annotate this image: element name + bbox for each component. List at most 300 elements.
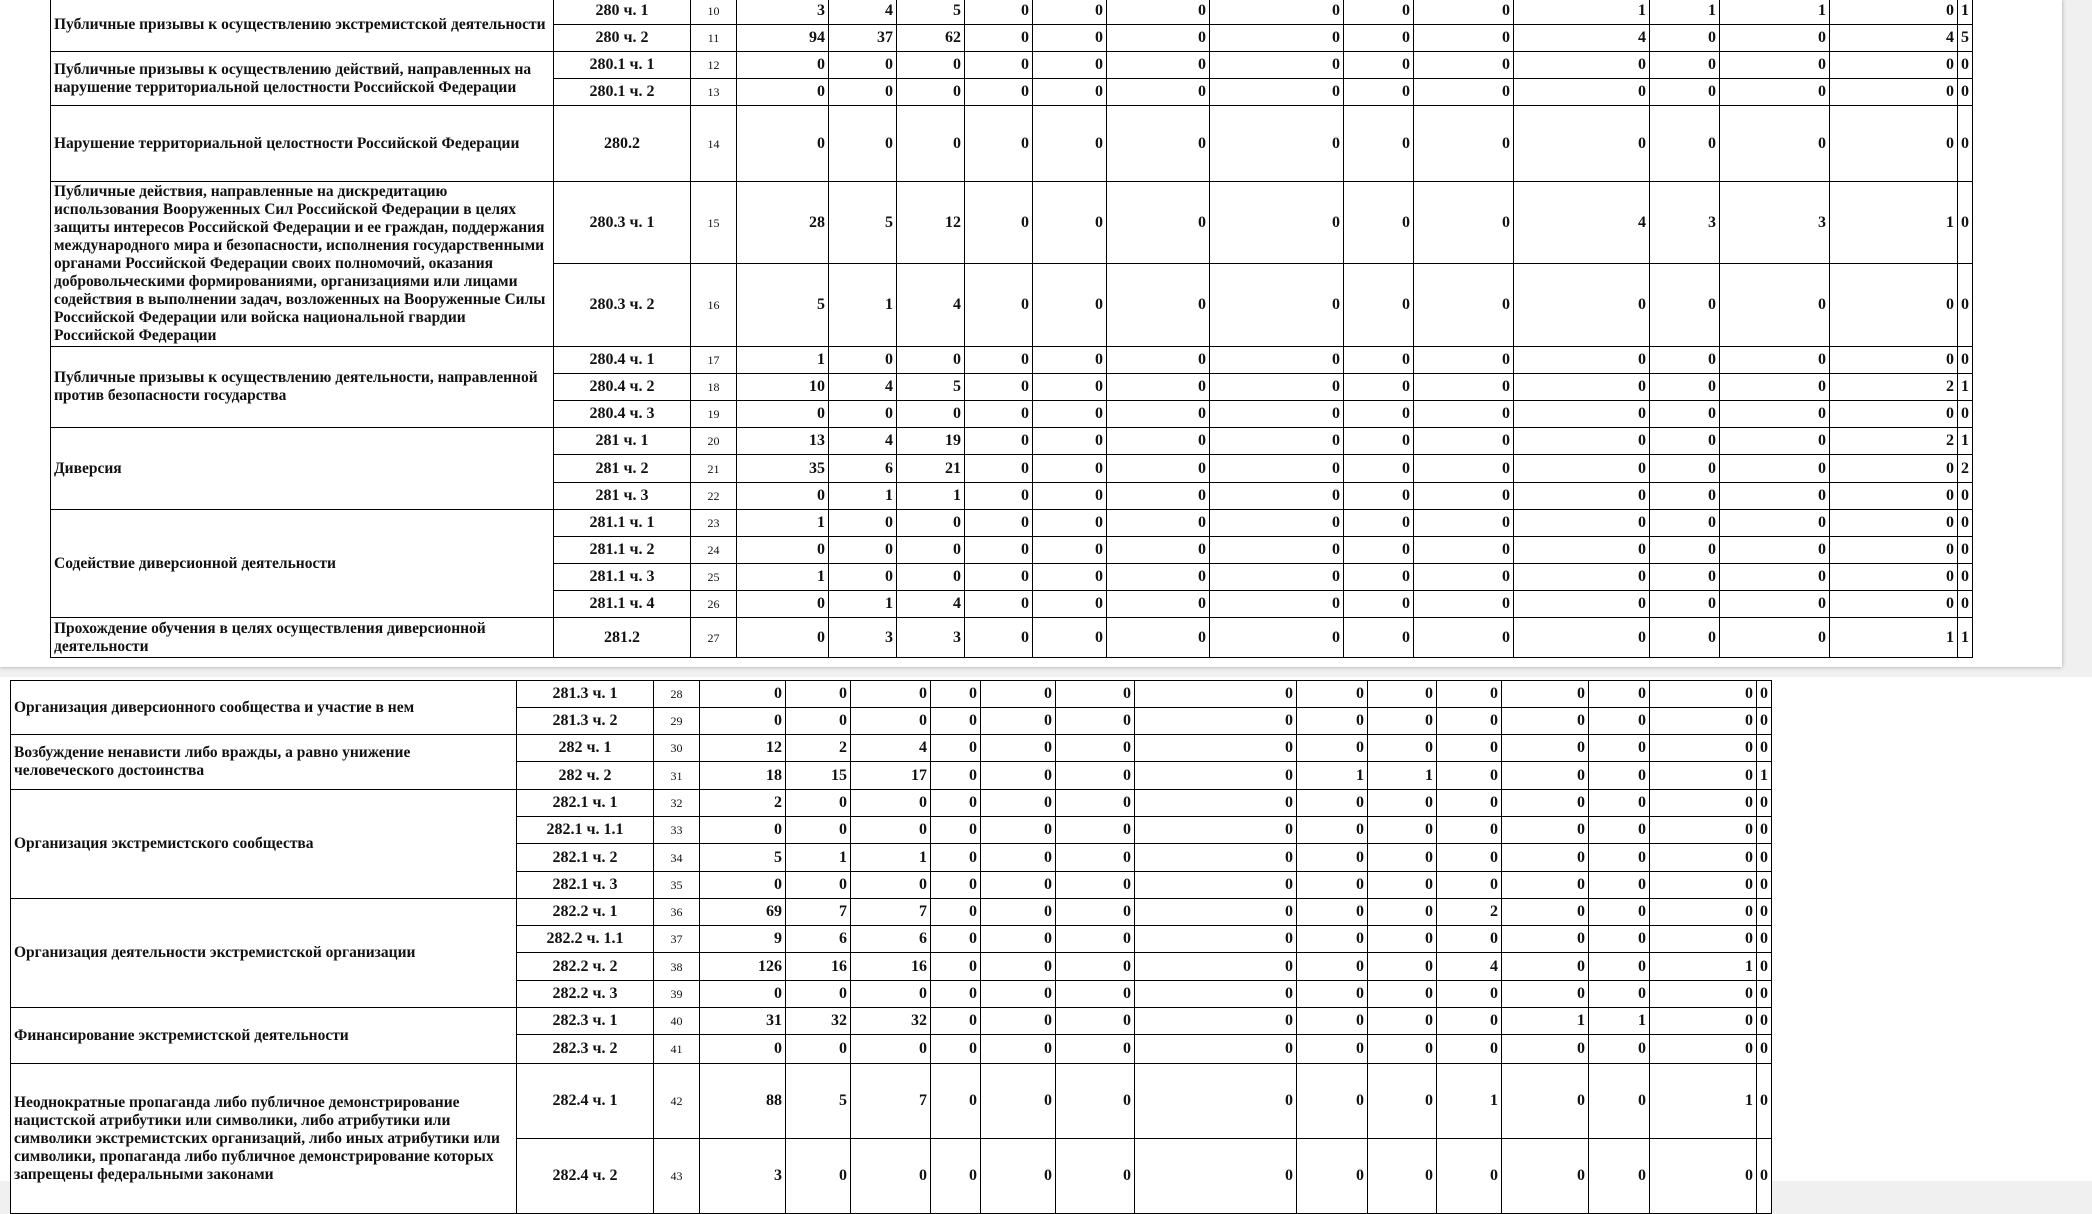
value-cell: 0 bbox=[1757, 1008, 1772, 1035]
value-cell: 0 bbox=[931, 708, 981, 735]
value-cell: 0 bbox=[1033, 455, 1107, 483]
value-cell: 0 bbox=[1757, 926, 1772, 953]
value-cell: 6 bbox=[829, 455, 897, 483]
value-cell: 0 bbox=[700, 1035, 786, 1064]
value-cell: 0 bbox=[1757, 790, 1772, 817]
value-cell: 0 bbox=[1107, 618, 1210, 658]
value-cell: 0 bbox=[1033, 25, 1107, 52]
value-cell: 0 bbox=[1414, 401, 1514, 428]
value-cell: 0 bbox=[981, 681, 1056, 708]
value-cell: 0 bbox=[700, 981, 786, 1008]
value-cell: 0 bbox=[1650, 899, 1757, 926]
value-cell: 0 bbox=[1056, 981, 1135, 1008]
line-number-cell: 21 bbox=[691, 455, 737, 483]
value-cell: 1 bbox=[1650, 0, 1720, 25]
value-cell: 0 bbox=[1514, 374, 1650, 401]
value-cell: 0 bbox=[1210, 79, 1344, 106]
value-cell: 0 bbox=[1056, 872, 1135, 899]
crime-name-cell: Организация диверсионного сообщества и участие в нем bbox=[11, 681, 517, 735]
value-cell: 0 bbox=[1210, 347, 1344, 374]
value-cell: 0 bbox=[1720, 455, 1830, 483]
value-cell: 1 bbox=[1958, 618, 1973, 658]
value-cell: 0 bbox=[1368, 926, 1437, 953]
table-row bbox=[11, 1008, 1772, 1035]
article-cell: 281 ч. 2 bbox=[554, 455, 691, 483]
value-cell: 1 bbox=[1958, 0, 1973, 25]
crime-name-cell: Финансирование экстремистской деятельности bbox=[11, 1008, 517, 1064]
value-cell: 0 bbox=[1033, 401, 1107, 428]
value-cell: 19 bbox=[897, 428, 965, 455]
table-row bbox=[51, 0, 1973, 25]
value-cell: 3 bbox=[1650, 182, 1720, 264]
value-cell: 4 bbox=[829, 0, 897, 25]
value-cell: 0 bbox=[965, 564, 1033, 591]
value-cell: 0 bbox=[897, 347, 965, 374]
value-cell: 0 bbox=[1830, 347, 1958, 374]
value-cell: 0 bbox=[1720, 564, 1830, 591]
value-cell: 0 bbox=[1830, 0, 1958, 25]
value-cell: 0 bbox=[1757, 844, 1772, 872]
value-cell: 1 bbox=[829, 264, 897, 347]
article-cell: 282.2 ч. 2 bbox=[517, 953, 654, 981]
value-cell: 0 bbox=[1135, 817, 1297, 844]
value-cell: 0 bbox=[1514, 401, 1650, 428]
value-cell: 16 bbox=[851, 953, 931, 981]
value-cell: 0 bbox=[1344, 455, 1414, 483]
value-cell: 0 bbox=[1056, 681, 1135, 708]
value-cell: 0 bbox=[1056, 1008, 1135, 1035]
value-cell: 0 bbox=[1589, 735, 1650, 762]
value-cell: 0 bbox=[1514, 455, 1650, 483]
value-cell: 4 bbox=[897, 264, 965, 347]
article-cell: 281.3 ч. 1 bbox=[517, 681, 654, 708]
value-cell: 2 bbox=[1830, 374, 1958, 401]
line-number-cell: 42 bbox=[654, 1064, 700, 1139]
value-cell: 0 bbox=[1368, 681, 1437, 708]
value-cell: 0 bbox=[1720, 401, 1830, 428]
value-cell: 0 bbox=[1720, 428, 1830, 455]
value-cell: 0 bbox=[1210, 510, 1344, 537]
value-cell: 0 bbox=[1514, 264, 1650, 347]
value-cell: 0 bbox=[851, 1139, 931, 1214]
value-cell: 0 bbox=[1135, 1139, 1297, 1214]
value-cell: 0 bbox=[1720, 347, 1830, 374]
table-row bbox=[51, 618, 1973, 658]
value-cell: 0 bbox=[965, 182, 1033, 264]
value-cell: 0 bbox=[1297, 899, 1368, 926]
value-cell: 0 bbox=[1297, 981, 1368, 1008]
value-cell: 0 bbox=[737, 401, 829, 428]
value-cell: 0 bbox=[1414, 79, 1514, 106]
value-cell: 0 bbox=[965, 374, 1033, 401]
article-cell: 282.1 ч. 1.1 bbox=[517, 817, 654, 844]
value-cell: 0 bbox=[1757, 735, 1772, 762]
value-cell: 7 bbox=[851, 899, 931, 926]
value-cell: 0 bbox=[1056, 790, 1135, 817]
line-number-cell: 36 bbox=[654, 899, 700, 926]
value-cell: 0 bbox=[1368, 899, 1437, 926]
article-cell: 282 ч. 1 bbox=[517, 735, 654, 762]
value-cell: 94 bbox=[737, 25, 829, 52]
value-cell: 0 bbox=[1107, 564, 1210, 591]
value-cell: 0 bbox=[786, 872, 851, 899]
value-cell: 16 bbox=[786, 953, 851, 981]
value-cell: 0 bbox=[1368, 872, 1437, 899]
line-number-cell: 26 bbox=[691, 591, 737, 618]
value-cell: 1 bbox=[786, 844, 851, 872]
value-cell: 0 bbox=[1650, 926, 1757, 953]
table-row bbox=[51, 182, 1973, 264]
value-cell: 0 bbox=[931, 1139, 981, 1214]
value-cell: 0 bbox=[931, 981, 981, 1008]
value-cell: 0 bbox=[1414, 564, 1514, 591]
line-number-cell: 19 bbox=[691, 401, 737, 428]
value-cell: 1 bbox=[1958, 428, 1973, 455]
value-cell: 3 bbox=[700, 1139, 786, 1214]
value-cell: 0 bbox=[1344, 510, 1414, 537]
value-cell: 0 bbox=[965, 537, 1033, 564]
value-cell: 0 bbox=[1297, 1035, 1368, 1064]
value-cell: 0 bbox=[1135, 899, 1297, 926]
value-cell: 0 bbox=[981, 981, 1056, 1008]
value-cell: 0 bbox=[1414, 106, 1514, 182]
value-cell: 0 bbox=[1210, 374, 1344, 401]
value-cell: 15 bbox=[786, 762, 851, 790]
value-cell: 0 bbox=[1958, 264, 1973, 347]
value-cell: 0 bbox=[1502, 981, 1589, 1008]
value-cell: 1 bbox=[737, 564, 829, 591]
article-cell: 282.4 ч. 2 bbox=[517, 1139, 654, 1214]
value-cell: 0 bbox=[1650, 591, 1720, 618]
value-cell: 0 bbox=[1502, 790, 1589, 817]
value-cell: 0 bbox=[1720, 483, 1830, 510]
value-cell: 0 bbox=[1210, 52, 1344, 79]
value-cell: 0 bbox=[1502, 681, 1589, 708]
value-cell: 0 bbox=[1368, 844, 1437, 872]
value-cell: 0 bbox=[1650, 537, 1720, 564]
line-number-cell: 28 bbox=[654, 681, 700, 708]
table-row bbox=[11, 681, 1772, 708]
value-cell: 0 bbox=[829, 347, 897, 374]
value-cell: 0 bbox=[786, 708, 851, 735]
value-cell: 0 bbox=[931, 844, 981, 872]
value-cell: 0 bbox=[1514, 483, 1650, 510]
value-cell: 0 bbox=[1502, 953, 1589, 981]
value-cell: 0 bbox=[1514, 52, 1650, 79]
value-cell: 0 bbox=[1514, 79, 1650, 106]
line-number-cell: 33 bbox=[654, 817, 700, 844]
value-cell: 0 bbox=[981, 953, 1056, 981]
value-cell: 0 bbox=[931, 735, 981, 762]
value-cell: 0 bbox=[1757, 953, 1772, 981]
crime-name-cell: Публичные действия, направленные на дискредитацию использования Вооруженных Сил Российской Федерации в целях защиты интересов Российской Федерации и ее граждан, поддержания международного мира и безопасности, исполнения государственными органами Российской Федерации своих полномочий, оказания добровольческими формированиями, организациями или лицами содействия в выполнении задач, возложенных на Вооруженные Силы Российской Федерации или войска национальной гвардии Российской Федерации bbox=[51, 182, 554, 347]
value-cell: 0 bbox=[1502, 899, 1589, 926]
value-cell: 0 bbox=[1650, 52, 1720, 79]
value-cell: 0 bbox=[1502, 817, 1589, 844]
value-cell: 32 bbox=[786, 1008, 851, 1035]
value-cell: 0 bbox=[1297, 1139, 1368, 1214]
value-cell: 0 bbox=[1502, 735, 1589, 762]
value-cell: 5 bbox=[829, 182, 897, 264]
value-cell: 0 bbox=[1297, 872, 1368, 899]
table-row bbox=[51, 428, 1973, 455]
value-cell: 0 bbox=[1056, 899, 1135, 926]
value-cell: 0 bbox=[1720, 25, 1830, 52]
line-number-cell: 37 bbox=[654, 926, 700, 953]
value-cell: 4 bbox=[1514, 182, 1650, 264]
value-cell: 1 bbox=[829, 591, 897, 618]
article-cell: 280.1 ч. 2 bbox=[554, 79, 691, 106]
value-cell: 0 bbox=[981, 926, 1056, 953]
value-cell: 0 bbox=[1107, 591, 1210, 618]
value-cell: 32 bbox=[851, 1008, 931, 1035]
value-cell: 0 bbox=[1414, 52, 1514, 79]
value-cell: 1 bbox=[1437, 1064, 1502, 1139]
line-number-cell: 18 bbox=[691, 374, 737, 401]
value-cell: 0 bbox=[1437, 872, 1502, 899]
crime-name-cell: Прохождение обучения в целях осуществления диверсионной деятельности bbox=[51, 618, 554, 658]
value-cell: 0 bbox=[931, 926, 981, 953]
value-cell: 0 bbox=[931, 1035, 981, 1064]
value-cell: 0 bbox=[1514, 537, 1650, 564]
crime-name-cell: Публичные призывы к осуществлению экстремистской деятельности bbox=[51, 0, 554, 52]
value-cell: 0 bbox=[1720, 591, 1830, 618]
value-cell: 1 bbox=[829, 483, 897, 510]
value-cell: 1 bbox=[1368, 762, 1437, 790]
value-cell: 0 bbox=[1757, 708, 1772, 735]
value-cell: 0 bbox=[700, 872, 786, 899]
table-row bbox=[51, 52, 1973, 79]
value-cell: 0 bbox=[1368, 1035, 1437, 1064]
value-cell: 0 bbox=[1135, 981, 1297, 1008]
value-cell: 5 bbox=[897, 374, 965, 401]
value-cell: 0 bbox=[737, 483, 829, 510]
value-cell: 0 bbox=[1958, 182, 1973, 264]
value-cell: 0 bbox=[1958, 106, 1973, 182]
value-cell: 0 bbox=[1502, 1064, 1589, 1139]
value-cell: 0 bbox=[1514, 428, 1650, 455]
value-cell: 0 bbox=[737, 618, 829, 658]
value-cell: 0 bbox=[1210, 618, 1344, 658]
value-cell: 0 bbox=[1056, 1139, 1135, 1214]
value-cell: 0 bbox=[1107, 428, 1210, 455]
article-cell: 281.1 ч. 1 bbox=[554, 510, 691, 537]
value-cell: 0 bbox=[1502, 926, 1589, 953]
value-cell: 0 bbox=[1368, 735, 1437, 762]
value-cell: 0 bbox=[1437, 708, 1502, 735]
article-cell: 280.3 ч. 2 bbox=[554, 264, 691, 347]
crime-name-cell: Нарушение территориальной целостности Российской Федерации bbox=[51, 106, 554, 182]
line-number-cell: 39 bbox=[654, 981, 700, 1008]
value-cell: 0 bbox=[1107, 52, 1210, 79]
value-cell: 0 bbox=[1414, 428, 1514, 455]
value-cell: 0 bbox=[1650, 564, 1720, 591]
value-cell: 126 bbox=[700, 953, 786, 981]
value-cell: 0 bbox=[981, 817, 1056, 844]
value-cell: 0 bbox=[1650, 79, 1720, 106]
value-cell: 0 bbox=[981, 762, 1056, 790]
value-cell: 2 bbox=[1958, 455, 1973, 483]
value-cell: 0 bbox=[1344, 347, 1414, 374]
value-cell: 0 bbox=[1033, 264, 1107, 347]
value-cell: 0 bbox=[1033, 483, 1107, 510]
value-cell: 2 bbox=[1830, 428, 1958, 455]
value-cell: 0 bbox=[1650, 106, 1720, 182]
table-row bbox=[11, 790, 1772, 817]
value-cell: 0 bbox=[1502, 1139, 1589, 1214]
value-cell: 0 bbox=[1297, 1008, 1368, 1035]
value-cell: 0 bbox=[965, 106, 1033, 182]
value-cell: 0 bbox=[1414, 455, 1514, 483]
value-cell: 0 bbox=[965, 264, 1033, 347]
value-cell: 0 bbox=[786, 981, 851, 1008]
value-cell: 0 bbox=[1830, 510, 1958, 537]
article-cell: 280.2 bbox=[554, 106, 691, 182]
value-cell: 0 bbox=[1368, 981, 1437, 1008]
value-cell: 0 bbox=[1210, 455, 1344, 483]
value-cell: 0 bbox=[897, 564, 965, 591]
value-cell: 0 bbox=[1958, 52, 1973, 79]
value-cell: 0 bbox=[1297, 790, 1368, 817]
value-cell: 0 bbox=[786, 1139, 851, 1214]
value-cell: 0 bbox=[1297, 708, 1368, 735]
value-cell: 1 bbox=[1958, 374, 1973, 401]
line-number-cell: 32 bbox=[654, 790, 700, 817]
value-cell: 0 bbox=[1720, 510, 1830, 537]
value-cell: 0 bbox=[931, 899, 981, 926]
value-cell: 1 bbox=[737, 510, 829, 537]
value-cell: 0 bbox=[1033, 374, 1107, 401]
value-cell: 0 bbox=[931, 872, 981, 899]
value-cell: 13 bbox=[737, 428, 829, 455]
value-cell: 0 bbox=[829, 564, 897, 591]
article-cell: 281.2 bbox=[554, 618, 691, 658]
value-cell: 0 bbox=[1650, 347, 1720, 374]
value-cell: 0 bbox=[786, 817, 851, 844]
value-cell: 0 bbox=[1502, 708, 1589, 735]
value-cell: 0 bbox=[1757, 1064, 1772, 1139]
value-cell: 0 bbox=[1033, 428, 1107, 455]
value-cell: 0 bbox=[1958, 564, 1973, 591]
value-cell: 21 bbox=[897, 455, 965, 483]
value-cell: 0 bbox=[1107, 347, 1210, 374]
value-cell: 0 bbox=[1414, 347, 1514, 374]
article-cell: 280.1 ч. 1 bbox=[554, 52, 691, 79]
value-cell: 0 bbox=[1757, 981, 1772, 1008]
value-cell: 0 bbox=[1414, 510, 1514, 537]
value-cell: 10 bbox=[737, 374, 829, 401]
value-cell: 0 bbox=[1757, 899, 1772, 926]
value-cell: 0 bbox=[1830, 106, 1958, 182]
value-cell: 0 bbox=[1437, 1139, 1502, 1214]
article-cell: 280.4 ч. 2 bbox=[554, 374, 691, 401]
value-cell: 0 bbox=[1344, 374, 1414, 401]
line-number-cell: 25 bbox=[691, 564, 737, 591]
value-cell: 0 bbox=[1297, 926, 1368, 953]
value-cell: 0 bbox=[1414, 25, 1514, 52]
value-cell: 0 bbox=[786, 681, 851, 708]
value-cell: 0 bbox=[1056, 762, 1135, 790]
value-cell: 2 bbox=[700, 790, 786, 817]
value-cell: 0 bbox=[965, 618, 1033, 658]
value-cell: 0 bbox=[931, 762, 981, 790]
value-cell: 0 bbox=[1033, 537, 1107, 564]
value-cell: 0 bbox=[1056, 708, 1135, 735]
statistics-table-top bbox=[50, 0, 1973, 658]
value-cell: 0 bbox=[1414, 618, 1514, 658]
value-cell: 0 bbox=[1210, 483, 1344, 510]
value-cell: 0 bbox=[1830, 52, 1958, 79]
value-cell: 0 bbox=[851, 1035, 931, 1064]
value-cell: 0 bbox=[1720, 618, 1830, 658]
value-cell: 0 bbox=[1958, 401, 1973, 428]
line-number-cell: 24 bbox=[691, 537, 737, 564]
value-cell: 0 bbox=[1502, 762, 1589, 790]
article-cell: 281.1 ч. 2 bbox=[554, 537, 691, 564]
value-cell: 0 bbox=[1210, 591, 1344, 618]
article-cell: 281.1 ч. 4 bbox=[554, 591, 691, 618]
value-cell: 0 bbox=[1107, 79, 1210, 106]
value-cell: 0 bbox=[1210, 564, 1344, 591]
value-cell: 0 bbox=[1650, 790, 1757, 817]
value-cell: 0 bbox=[1344, 182, 1414, 264]
value-cell: 3 bbox=[829, 618, 897, 658]
value-cell: 0 bbox=[1589, 762, 1650, 790]
value-cell: 0 bbox=[1414, 0, 1514, 25]
value-cell: 0 bbox=[1033, 182, 1107, 264]
value-cell: 69 bbox=[700, 899, 786, 926]
value-cell: 0 bbox=[1589, 899, 1650, 926]
value-cell: 62 bbox=[897, 25, 965, 52]
value-cell: 0 bbox=[1589, 953, 1650, 981]
value-cell: 0 bbox=[965, 428, 1033, 455]
value-cell: 2 bbox=[1437, 899, 1502, 926]
value-cell: 0 bbox=[1135, 953, 1297, 981]
value-cell: 0 bbox=[737, 537, 829, 564]
value-cell: 0 bbox=[1650, 25, 1720, 52]
value-cell: 0 bbox=[1344, 106, 1414, 182]
value-cell: 0 bbox=[1414, 483, 1514, 510]
value-cell: 4 bbox=[829, 374, 897, 401]
value-cell: 0 bbox=[1650, 1008, 1757, 1035]
value-cell: 0 bbox=[1107, 264, 1210, 347]
value-cell: 0 bbox=[1344, 618, 1414, 658]
value-cell: 6 bbox=[851, 926, 931, 953]
value-cell: 0 bbox=[1033, 347, 1107, 374]
value-cell: 0 bbox=[1344, 564, 1414, 591]
value-cell: 0 bbox=[1958, 510, 1973, 537]
value-cell: 0 bbox=[1830, 455, 1958, 483]
value-cell: 0 bbox=[1297, 953, 1368, 981]
value-cell: 0 bbox=[981, 735, 1056, 762]
value-cell: 0 bbox=[1757, 1035, 1772, 1064]
table-row bbox=[51, 347, 1973, 374]
value-cell: 0 bbox=[1958, 79, 1973, 106]
value-cell: 28 bbox=[737, 182, 829, 264]
value-cell: 9 bbox=[700, 926, 786, 953]
value-cell: 0 bbox=[1135, 1064, 1297, 1139]
value-cell: 4 bbox=[1437, 953, 1502, 981]
line-number-cell: 35 bbox=[654, 872, 700, 899]
value-cell: 0 bbox=[1056, 926, 1135, 953]
value-cell: 0 bbox=[1437, 681, 1502, 708]
value-cell: 12 bbox=[897, 182, 965, 264]
value-cell: 0 bbox=[737, 52, 829, 79]
value-cell: 0 bbox=[1830, 483, 1958, 510]
value-cell: 0 bbox=[1210, 0, 1344, 25]
table-row bbox=[11, 1064, 1772, 1139]
value-cell: 0 bbox=[1720, 52, 1830, 79]
